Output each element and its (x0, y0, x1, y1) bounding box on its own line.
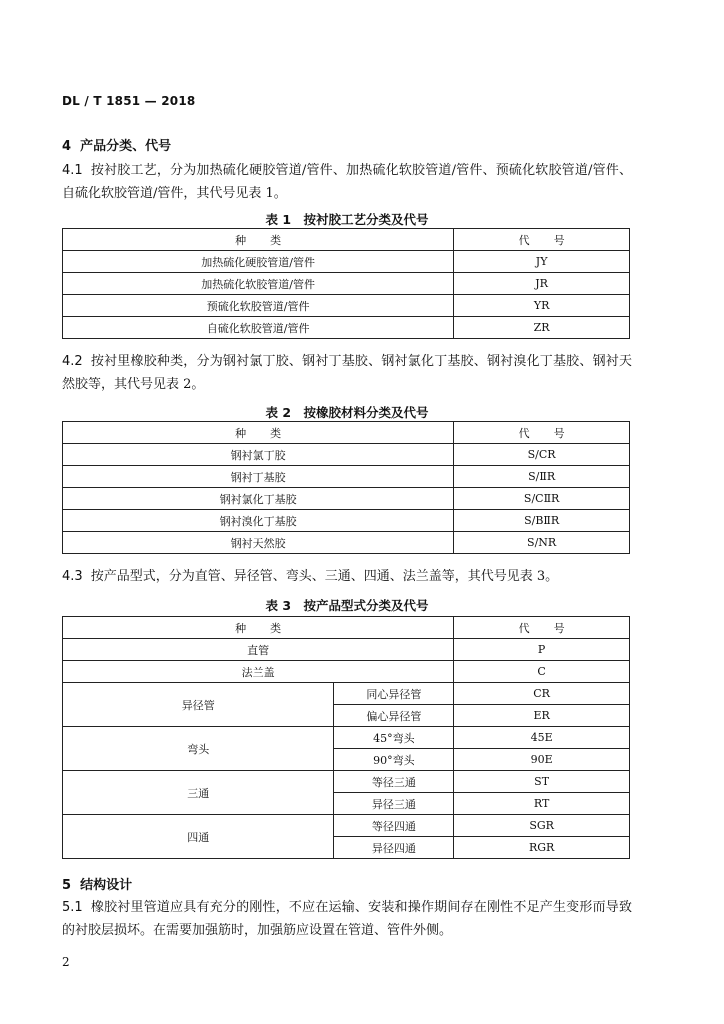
table-row (63, 295, 630, 317)
table-1-cell-code: JR (454, 273, 630, 295)
table-3-subtype: 45°弯头 (334, 727, 454, 749)
paragraph-4-3 (62, 565, 632, 588)
section-5-title: 结构设计 (80, 878, 133, 893)
table-3-cell-code: ST (454, 771, 630, 793)
table-row (63, 771, 630, 793)
table-2-cell-code: S/NR (454, 532, 630, 554)
section-4-title: 产品分类、代号 (80, 139, 172, 154)
paragraph-4-2-number: 4.2 (62, 354, 83, 369)
table-3-group-name: 弯头 (63, 727, 334, 771)
table-3-subtype: 异径四通 (334, 837, 454, 859)
table-2-cell-type: 钢衬丁基胶 (63, 466, 454, 488)
table-1-cell-code: JY (454, 251, 630, 273)
table-row (63, 466, 630, 488)
table-3-group-name: 异径管 (63, 683, 334, 727)
table-3-subtype: 90°弯头 (334, 749, 454, 771)
paragraph-5-1-text: 橡胶衬里管道应具有充分的刚性，不应在运输、安装和操作期间存在刚性不足产生变形而导致的衬胶层损坏。在需要加强筋时，加强筋应设置在管道、管件外侧。 (62, 900, 632, 938)
table-3-subtype: 异径三通 (334, 793, 454, 815)
table-row (63, 683, 630, 705)
table-2-cell-type: 钢衬天然胶 (63, 532, 454, 554)
paragraph-4-2 (62, 350, 632, 396)
table-3-cell-code: SGR (454, 815, 630, 837)
table-2-caption: 表 2 按橡胶材料分类及代号 (265, 405, 429, 420)
table-3-header-type: 种类 (63, 617, 454, 639)
paragraph-4-3-text: 按产品型式，分为直管、异径管、弯头、三通、四通、法兰盖等，其代号见表 3。 (90, 569, 559, 584)
table-2-cell-code: S/BⅡR (454, 510, 630, 532)
table-3-subtype: 等径四通 (334, 815, 454, 837)
table-1-cell-type: 加热硫化软胶管道/管件 (63, 273, 454, 295)
table-3-cell-code: 45E (454, 727, 630, 749)
table-1-header-type: 种类 (63, 229, 454, 251)
table-3-cell-type: 法兰盖 (63, 661, 454, 683)
table-row (63, 639, 630, 661)
table-2-cell-type: 钢衬氯化丁基胶 (63, 488, 454, 510)
table-3-cell-type: 直管 (63, 639, 454, 661)
table-1-cell-code: ZR (454, 317, 630, 339)
table-3-cell-code: RGR (454, 837, 630, 859)
table-2-cell-type: 钢衬溴化丁基胶 (63, 510, 454, 532)
table-2-header-code: 代号 (454, 422, 630, 444)
table-row (63, 251, 630, 273)
paragraph-5-1-number: 5.1 (62, 900, 83, 915)
table-3-subtype: 偏心异径管 (334, 705, 454, 727)
table-row (63, 727, 630, 749)
table-2 (62, 421, 630, 554)
paragraph-4-1-text: 按衬胶工艺，分为加热硫化硬胶管道/管件、加热硫化软胶管道/管件、预硫化软胶管道/管件、自硫化软胶管道/管件，其代号见表 1。 (62, 163, 632, 201)
table-2-cell-code: S/CⅡR (454, 488, 630, 510)
table-row (63, 510, 630, 532)
table-row (63, 532, 630, 554)
table-3-cell-code: ER (454, 705, 630, 727)
table-3-caption: 表 3 按产品型式分类及代号 (265, 598, 429, 613)
table-3-cell-code: C (454, 661, 630, 683)
table-1 (62, 228, 630, 339)
table-1-caption: 表 1 按衬胶工艺分类及代号 (265, 212, 429, 227)
table-row (63, 661, 630, 683)
paragraph-4-2-text: 按衬里橡胶种类，分为钢衬氯丁胶、钢衬丁基胶、钢衬氯化丁基胶、钢衬溴化丁基胶、钢衬天然胶等，其代号见表 2。 (62, 354, 632, 392)
table-3-header-row (63, 617, 630, 639)
paragraph-4-3-number: 4.3 (62, 569, 83, 584)
table-1-header-row (63, 229, 630, 251)
table-3-group-name: 四通 (63, 815, 334, 859)
table-3-cell-code: CR (454, 683, 630, 705)
paragraph-5-1 (62, 896, 632, 942)
table-row (63, 815, 630, 837)
table-2-cell-type: 钢衬氯丁胶 (63, 444, 454, 466)
table-row (63, 273, 630, 295)
table-3-cell-code: RT (454, 793, 630, 815)
table-3-group-name: 三通 (63, 771, 334, 815)
section-5-number: 5 (62, 878, 72, 893)
table-1-header-code: 代号 (454, 229, 630, 251)
table-3-cell-code: P (454, 639, 630, 661)
section-4-number: 4 (62, 139, 72, 154)
table-row (63, 444, 630, 466)
table-2-cell-code: S/ⅡR (454, 466, 630, 488)
standard-header: DL / T 1851 — 2018 (62, 94, 196, 108)
table-3 (62, 616, 630, 859)
section-4-heading (62, 135, 171, 154)
section-5-heading (62, 874, 132, 893)
table-1-cell-type: 加热硫化硬胶管道/管件 (63, 251, 454, 273)
table-3-subtype: 同心异径管 (334, 683, 454, 705)
table-2-cell-code: S/CR (454, 444, 630, 466)
table-1-cell-type: 自硫化软胶管道/管件 (63, 317, 454, 339)
table-row (63, 488, 630, 510)
table-1-cell-code: YR (454, 295, 630, 317)
table-1-cell-type: 预硫化软胶管道/管件 (63, 295, 454, 317)
table-3-cell-code: 90E (454, 749, 630, 771)
paragraph-4-1 (62, 159, 632, 205)
table-2-header-type: 种类 (63, 422, 454, 444)
table-3-subtype: 等径三通 (334, 771, 454, 793)
paragraph-4-1-number: 4.1 (62, 163, 83, 178)
table-row (63, 317, 630, 339)
table-3-header-code: 代号 (454, 617, 630, 639)
table-2-header-row (63, 422, 630, 444)
page-number: 2 (62, 955, 70, 969)
